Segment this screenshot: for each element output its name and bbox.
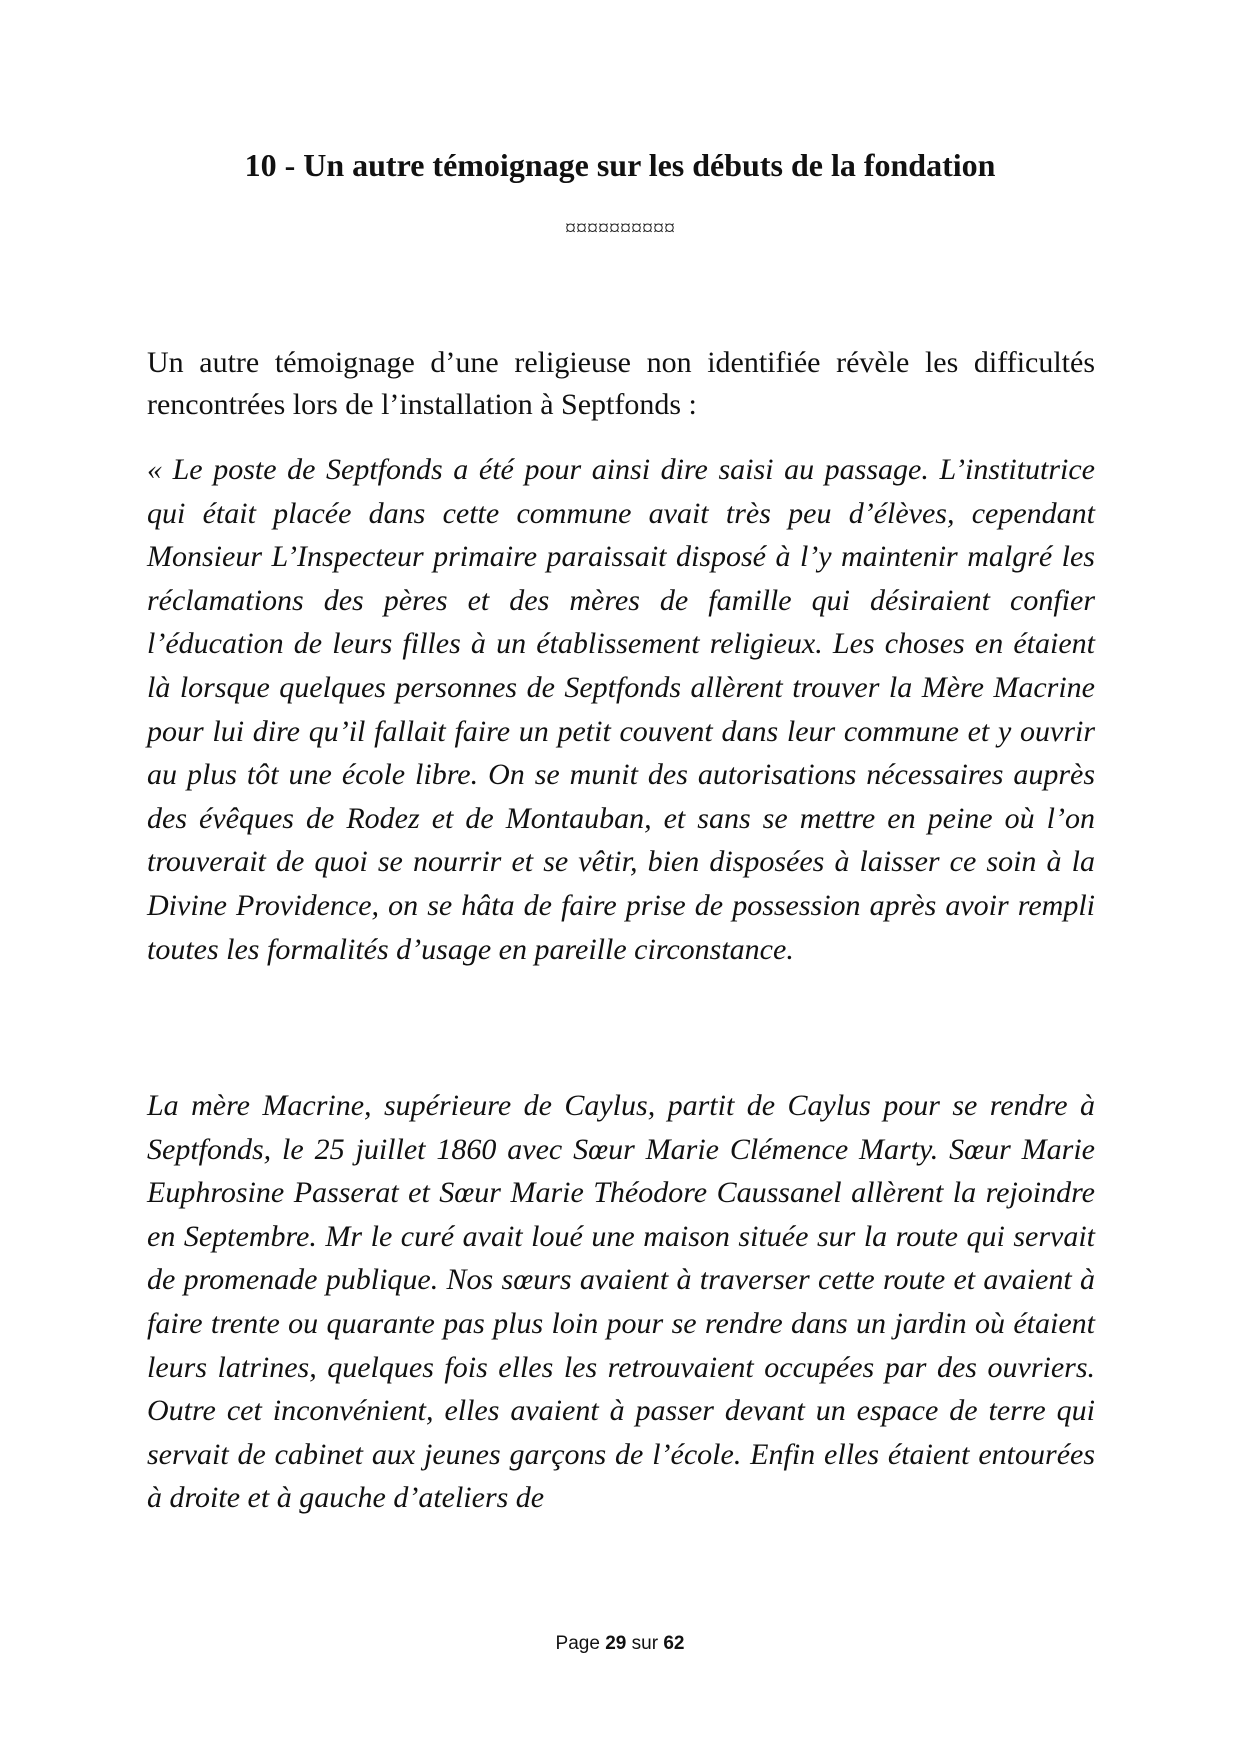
quote-paragraph-1: « Le poste de Septfonds a été pour ainsi dire saisi au passage. L’institutrice qui était placée dans cette commune avait très peu d’élèves, cependant Monsieur L’Inspecteur primaire paraissait disposé à l’y maintenir malgré les réclamations des pères et des mères de famille qui désiraient confier l’éducation de leurs filles à un établissement religieux. Les choses en étaient là lorsque quelques personnes de Septfonds allèrent trouver la Mère Macrine pour lui dire qu’il fallait faire un petit couvent dans leur commune et y ouvrir au plus tôt une école libre. On se munit des autorisations nécessaires auprès des évêques de Rodez et de Montauban, et sans se mettre en peine où l’on trouverait de quoi se nourrir et se vêtir, bien disposées à laisser ce soin à la Divine Providence, on se hâta de faire prise de possession après avoir rempli toutes les formalités d’usage en pareille circonstance.: [147, 453, 1095, 966]
page-footer: [0, 1632, 1240, 1656]
page-title: 10 - Un autre témoignage sur les débuts de la fondation: [244, 147, 996, 183]
footer-total-pages: 62: [663, 1633, 685, 1654]
footer-separator: sur: [631, 1633, 659, 1654]
intro-paragraph: Un autre témoignage d’une religieuse non identifiée révèle les difficultés rencontrées lors de l’installation à Septfonds :: [147, 346, 1095, 421]
ornament-divider: ¤¤¤¤¤¤¤¤¤¤: [565, 215, 675, 240]
footer-current-page: 29: [605, 1633, 627, 1654]
footer-prefix: Page: [555, 1633, 600, 1654]
quote-paragraph-2: La mère Macrine, supérieure de Caylus, partit de Caylus pour se rendre à Septfonds, le 25 juillet 1860 avec Sœur Marie Clémence Marty. Sœur Marie Euphrosine Passerat et Sœur Marie Théodore Caussanel allèrent la rejoindre en Septembre. Mr le curé avait loué une maison située sur la route qui servait de promenade publique. Nos sœurs avaient à traverser cette route et avaient à faire trente ou quarante pas plus loin pour se rendre dans un jardin où étaient leurs latrines, quelques fois elles les retrouvaient occupées par des ouvriers. Outre cet inconvénient, elles avaient à passer devant un espace de terre qui servait de cabinet aux jeunes garçons de l’école. Enfin elles étaient entourées à droite et à gauche d’ateliers de: [147, 1089, 1095, 1515]
